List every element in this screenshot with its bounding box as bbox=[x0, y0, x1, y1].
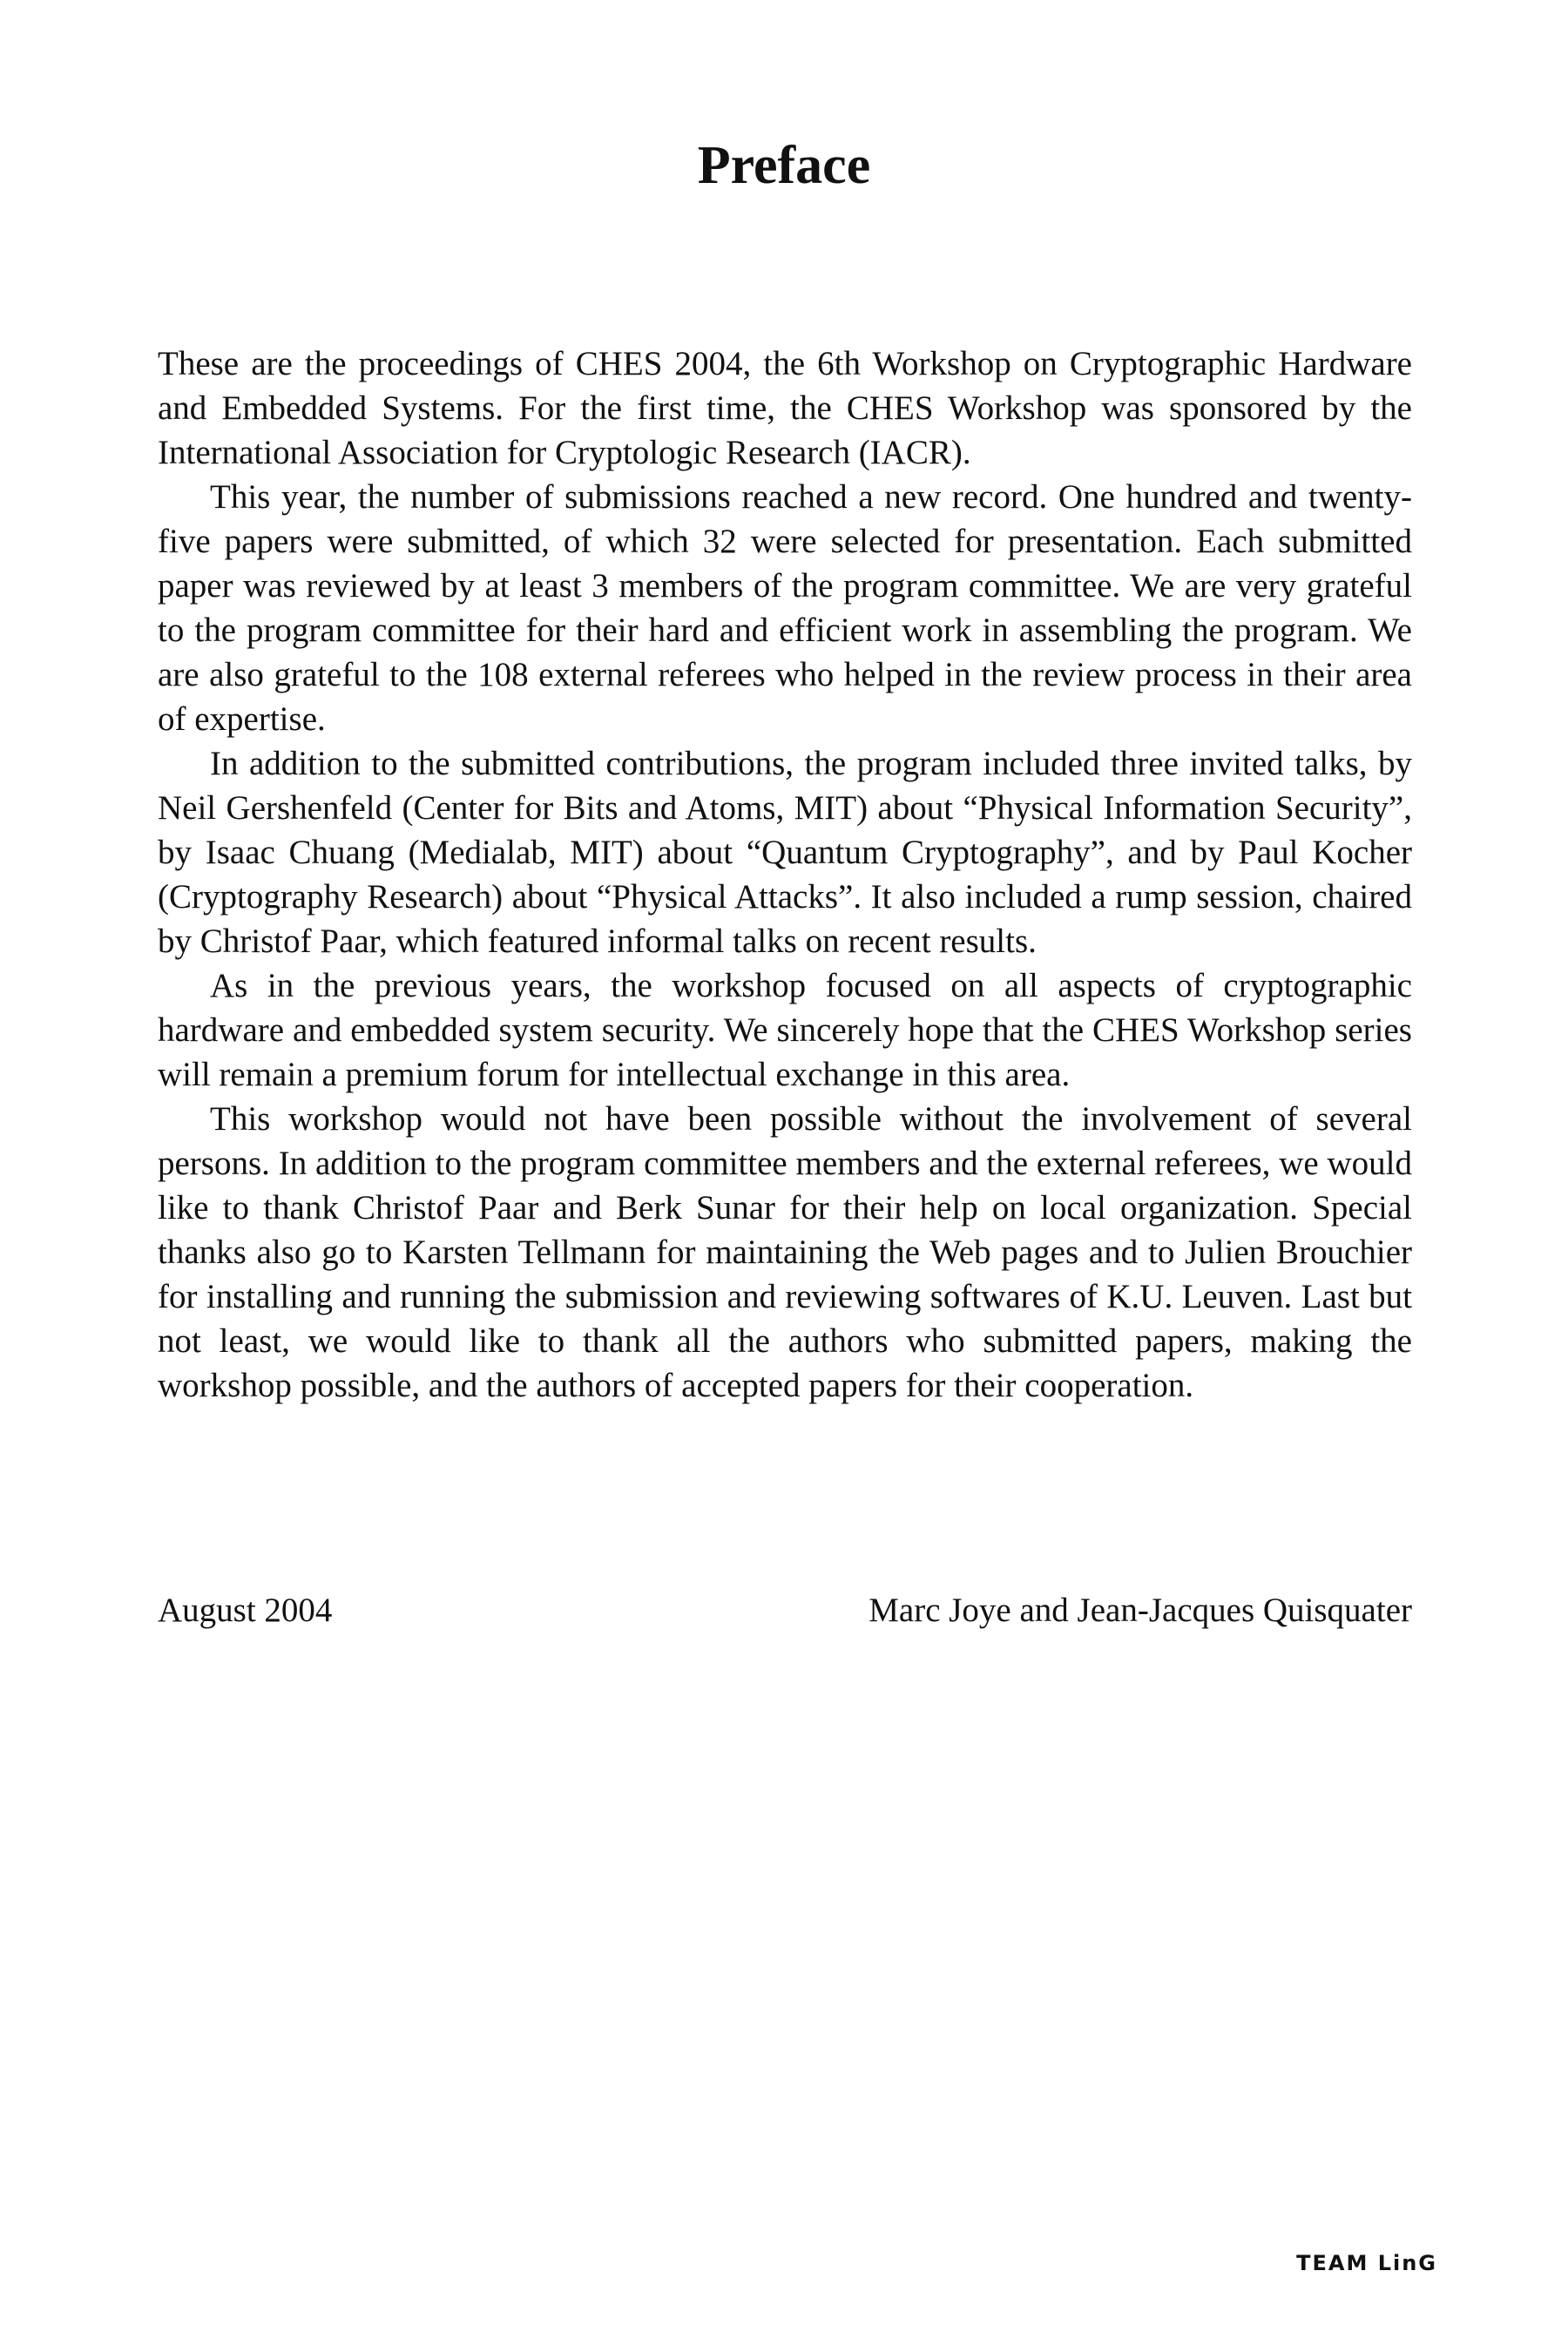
footer-mark: TEAM LinG bbox=[1296, 2251, 1437, 2275]
date-text: August 2004 bbox=[158, 1592, 333, 1629]
authors-text: Marc Joye and Jean-Jacques Quisquater bbox=[868, 1592, 1412, 1629]
paragraph-2: This year, the number of submissions reached a new record. One hundred and twenty-five papers were submitted, of which 32 were selected for presentation. Each submitted paper was reviewed by at least 3 members of the program committee. We are very grateful to the program committee for their hard and efficient work in assembling the program. We are also grateful to the 108 external referees who helped in the review process in their area of expertise. bbox=[158, 478, 1412, 738]
preface-body bbox=[158, 341, 1412, 1408]
paragraph-4: As in the previous years, the workshop focused on all aspects of cryptographic hardware and embedded system security. We sincerely hope that the CHES Workshop series will remain a premium forum for intellectual exchange in this area. bbox=[158, 967, 1412, 1093]
paragraph-1: These are the proceedings of CHES 2004, the 6th Workshop on Cryptographic Hardware and Embedded Systems. For the first time, the CHES Workshop was sponsored by the International Association for Cryptologic Research (IACR). bbox=[158, 345, 1412, 471]
paragraph-3: In addition to the submitted contributions, the program included three invited talks, by Neil Gershenfeld (Center for Bits and Atoms, MIT) about “Physical Information Security”, by Isaac Chuang (Medialab, MIT) about “Quantum Cryptography”, and by Paul Kocher (Cryptography Research) about “Physical Attacks”. It also included a rump session, chaired by Christof Paar, which featured informal talks on recent results. bbox=[158, 745, 1412, 960]
paragraph-5: This workshop would not have been possible without the involvement of several persons. In addition to the program committee members and the external referees, we would like to thank Christof Paar and Berk Sunar for their help on local organization. Special thanks also go to Karsten Tellmann for maintaining the Web pages and to Julien Brouchier for installing and running the submission and reviewing softwares of K.U. Leuven. Last but not least, we would like to thank all the authors who submitted papers, making the workshop possible, and the authors of accepted papers for their cooperation. bbox=[158, 1100, 1412, 1404]
signature-line bbox=[158, 1588, 1412, 1632]
page-title: Preface bbox=[697, 136, 871, 195]
